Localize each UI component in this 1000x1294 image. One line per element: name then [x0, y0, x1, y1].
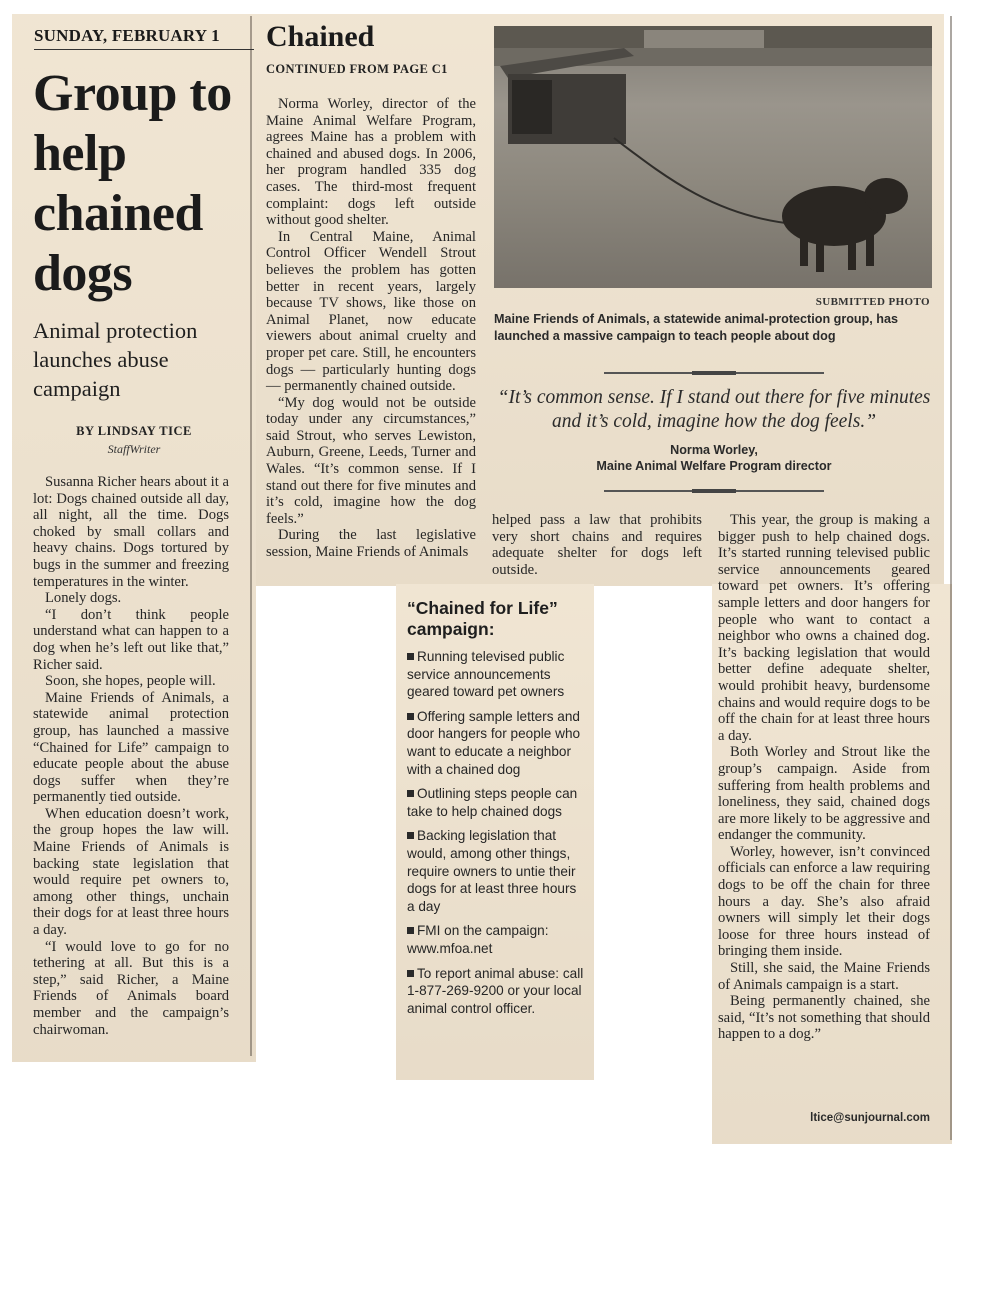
list-item: Offering sample letters and door hangers for people who want to educate a neighbor with a chained dog: [407, 708, 587, 778]
paragraph: Maine Friends of Animals, a statewide animal protection group, has launched a massive “Chained for Life” campaign to educate people about the abuse dogs suffer when they’re permanently tied outside.: [33, 689, 229, 806]
paragraph: Soon, she hopes, people will.: [45, 673, 216, 690]
deck-subhead: Animal protection launches abuse campaign: [33, 318, 198, 401]
continued-title: Chained: [266, 20, 375, 53]
list-item: Backing legislation that would, among other things, require owners to untie their dogs for at least three hours a day: [407, 827, 587, 915]
list-item: Running televised public service announcements geared toward pet owners: [407, 648, 587, 701]
paragraph: This year, the group is making a bigger push to help chained dogs. It’s started running televised public service announcements geared toward pet owners. It’s offering sample letters and door hangers for people who want to contact a neighbor who owns a chained dog. It’s backing legislation that would better define adequate shelter, would prohibit heavy, burdensome chains and would require dogs to be off the chain for at least three hours a day.: [718, 512, 930, 744]
headline: Group to help chained dogs: [33, 65, 232, 302]
byline: BY LINDSAY TICE: [76, 424, 192, 438]
byline-role: StaffWriter: [107, 442, 161, 456]
dateline: SUNDAY, FEBRUARY 1: [34, 26, 254, 50]
paragraph: “I would love to go for no tethering at all. But this is a step,” said Richer, a Maine Friends of Animals board member and the campaign’s chairwoman.: [33, 938, 229, 1038]
sidebar-title: “Chained for Life” campaign:: [407, 598, 558, 639]
column-3: [492, 512, 702, 578]
quote-attribution-name: Norma Worley,: [670, 443, 758, 457]
author-email: ltice@sunjournal.com: [810, 1112, 930, 1124]
paragraph: In Central Maine, Animal Control Officer Wendell Strout believes the problem has gotten better in recent years, largely because TV shows, like those on Animal Planet, now educate viewers about animal cruelty and proper pet care. Still, he encounters dogs — particularly hunting dogs — permanently chained outside.: [266, 228, 476, 395]
paragraph: helped pass a law that prohibits very short chains and requires adequate shelter for dogs left outside.: [492, 512, 702, 578]
list-item: Outlining steps people can take to help chained dogs: [407, 785, 587, 820]
paragraph: Both Worley and Strout like the group’s campaign. Aside from suffering from health problems and loneliness, they said, chained dogs are more likely to be aggressive and endanger the community.: [718, 744, 930, 844]
cut-line-right: [950, 16, 952, 1140]
photo-credit: SUBMITTED PHOTO: [815, 296, 930, 308]
paragraph: Norma Worley, director of the Maine Animal Welfare Program, agrees Maine has a problem with chained and abused dogs. In 2006, her program handled 335 dog cases. The third-most frequent complaint: dogs left outside without good shelter.: [266, 96, 476, 229]
paragraph: Being permanently chained, she said, “It’s not something that should happen to a dog.”: [718, 993, 930, 1043]
paragraph: Susanna Richer hears about it a lot: Dogs chained outside all day, all night, all the time. Dogs choked by small collars and heavy chains. Dogs tortured by bugs in the summer and freezing temperatures in the winter.: [33, 474, 229, 590]
column-2: [266, 96, 476, 561]
sidebar-list: [407, 648, 587, 1024]
paragraph: When education doesn’t work, the group hopes the law will. Maine Friends of Animals is backing state legislation that would require pet owners to, among other things, unchain their dogs for at least three hours a day.: [33, 805, 229, 939]
list-item: FMI on the campaign: www.mfoa.net: [407, 922, 587, 957]
paragraph: Still, she said, the Maine Friends of Animals campaign is a start.: [718, 960, 930, 993]
dog-photo-illustration: [494, 26, 932, 288]
dog-photo: [494, 26, 932, 288]
quote-rule-top: [604, 372, 824, 374]
paragraph: “My dog would not be outside today under any circumstances,” said Strout, who serves Lewiston, Auburn, Greene, Leeds, Turner and Wales. “It’s common sense. If I stand out there for five minutes and it’s cold, imagine how the dog feels.”: [266, 394, 476, 527]
paragraph: Lonely dogs.: [45, 590, 122, 607]
paragraph: During the last legislative session, Maine Friends of Animals: [266, 527, 476, 561]
pull-quote: “It’s common sense. If I stand out there for five minutes and it’s cold, imagine how the dog feels.”: [497, 387, 931, 432]
column-4: [718, 512, 930, 1043]
paragraph: “I don’t think people understand what can happen to a dog when he’s left out like that,” Richer said.: [33, 606, 229, 673]
list-item: To report animal abuse: call 1-877-269-9200 or your local animal control officer.: [407, 965, 587, 1018]
paragraph: Worley, however, isn’t convinced officials can enforce a law requiring dogs to be off the chain for three hours a day. She’s also afraid owners will simply let their dogs loose for three hours instead of bringing them inside.: [718, 843, 930, 960]
photo-caption: Maine Friends of Animals, a statewide animal-protection group, has launched a massive campaign to teach people about dog: [494, 312, 899, 343]
column-1: [33, 474, 229, 1038]
quote-rule-bottom: [604, 490, 824, 492]
continued-from: CONTINUED FROM PAGE C1: [266, 62, 448, 76]
quote-attribution-title: Maine Animal Welfare Program director: [596, 459, 832, 473]
